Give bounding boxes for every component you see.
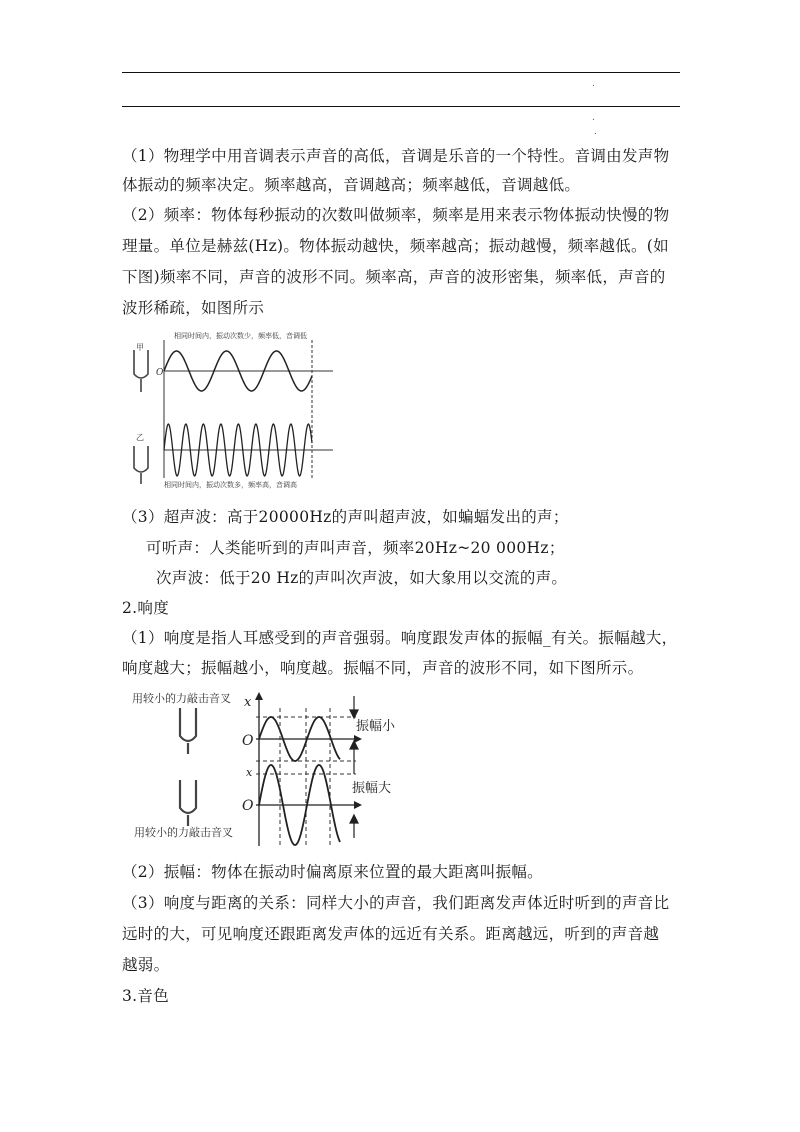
arrow-up-icon — [255, 692, 263, 700]
text-line: （1）物理学中用音调表示声音的高低，音调是乐音的一个特性。音调由发声物 — [122, 147, 670, 165]
text-line: 次声波：低于20 Hz的声叫次声波，如大象用以交流的声。 — [156, 569, 568, 587]
text-line: （3）响度与距离的关系：同样大小的声音，我们距离发声体近时听到的声音比 — [122, 894, 670, 912]
text-line: （2）频率：物体每秒振动的次数叫做频率，频率是用来表示物体振动快慢的物 — [122, 206, 670, 224]
amplitude-figure — [130, 688, 410, 848]
frequency-figure — [128, 328, 343, 490]
text-line: 远时的大，可见响度还跟距离发声体的远近有关系。距离越远，听到的声音越 — [122, 925, 660, 943]
figure2-top-caption: 用较小的力敲击音叉 — [132, 692, 231, 705]
amplitude-arrows — [350, 696, 358, 838]
text-line: 越弱。 — [122, 956, 170, 974]
text-line: 下图)频率不同，声音的波形不同。频率高，声音的波形密集，频率低，声音的 — [122, 268, 666, 286]
text-line: 2.响度 — [122, 599, 169, 617]
text-line: （2）振幅：物体在振动时偏离原来位置的最大距离叫振幅。 — [122, 863, 543, 881]
amplitude-large-label: 振幅大 — [352, 781, 392, 796]
figure1-label-yi: 乙 — [136, 433, 144, 442]
figure2-origin-top: O — [242, 733, 254, 749]
text-line: 可听声：人类能听到的声叫声音，频率20Hz~20 000Hz； — [146, 539, 565, 557]
header-dot: . — [594, 127, 597, 137]
text-line: 波形稀疏，如图所示 — [122, 299, 265, 317]
figure2-axis-x-bottom: x — [246, 766, 253, 779]
text-line: （1）响度是指人耳感受到的声音强弱。响度跟发声体的振幅_有关。振幅越大， — [122, 629, 678, 647]
text-line: 3.音色 — [122, 987, 169, 1005]
tuning-fork-icon — [180, 708, 196, 754]
text-line: 体振动的频率决定。频率越高，音调越高；频率越低，音调越低。 — [122, 176, 581, 194]
figure1-origin-top: O — [156, 368, 164, 378]
figure1-bottom-caption: 相同时间内，振动次数多，频率高，音调高 — [164, 481, 297, 489]
figure1-top-caption: 相同时间内，振动次数少，频率低，音调低 — [174, 332, 307, 340]
text-line: 理量。单位是赫兹(Hz)。物体振动越快，频率越高；振动越慢，频率越低。(如 — [122, 237, 669, 255]
amplitude-small-label: 振幅小 — [356, 719, 396, 734]
figure2-origin-bottom: O — [242, 798, 254, 814]
figure2-bottom-caption: 用较小的力敲击音叉 — [134, 826, 233, 839]
amplitude-guides — [256, 708, 356, 846]
text-line: （3）超声波：高于20000Hz的声叫超声波，如蝙蝠发出的声； — [122, 508, 569, 526]
arrow-right-icon — [354, 801, 362, 809]
figure1-label-jia: 甲 — [136, 343, 144, 352]
tuning-fork-icon — [134, 350, 148, 392]
arrow-right-icon — [354, 735, 362, 743]
text-line: 响度越大；振幅越小，响度越。振幅不同，声音的波形不同，如下图所示。 — [122, 659, 644, 677]
tuning-fork-icon — [134, 446, 148, 484]
header-rule-bottom — [122, 106, 680, 107]
header-dot: . — [592, 79, 595, 89]
header-rule-top — [122, 72, 680, 73]
figure2-axis-x-top: x — [244, 695, 252, 710]
header-dot: . — [592, 113, 595, 123]
tuning-fork-icon — [180, 780, 196, 826]
